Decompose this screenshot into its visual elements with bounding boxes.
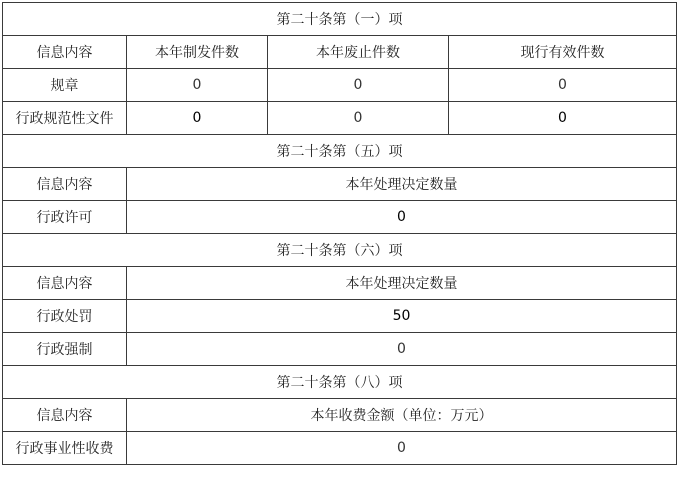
value-cell: 0: [268, 102, 449, 135]
header-cell: 信息内容: [3, 36, 127, 69]
header-row: [3, 267, 677, 300]
value-cell: 0: [127, 432, 677, 465]
value-cell: 50: [127, 300, 677, 333]
section-title: 第二十条第（六）项: [3, 234, 677, 267]
header-row: [3, 399, 677, 432]
row-label: 规章: [3, 69, 127, 102]
row-label: 行政强制: [3, 333, 127, 366]
table-row: [3, 300, 677, 333]
section-title: 第二十条第（五）项: [3, 135, 677, 168]
header-cell: 信息内容: [3, 267, 127, 300]
row-label: 行政规范性文件: [3, 102, 127, 135]
value-cell: 0: [268, 69, 449, 102]
table-row: [3, 333, 677, 366]
value-cell: 0: [127, 102, 268, 135]
disclosure-table: [2, 2, 677, 465]
value-cell: 0: [127, 333, 677, 366]
header-cell: 现行有效件数: [449, 36, 677, 69]
section-title: 第二十条第（八）项: [3, 366, 677, 399]
value-cell: 0: [127, 69, 268, 102]
section-title-row: [3, 3, 677, 36]
header-cell: 信息内容: [3, 168, 127, 201]
table-row: [3, 201, 677, 234]
header-row: [3, 168, 677, 201]
header-cell: 本年处理决定数量: [127, 168, 677, 201]
header-cell: 本年制发件数: [127, 36, 268, 69]
section-title-row: [3, 135, 677, 168]
table-row: [3, 432, 677, 465]
row-label: 行政处罚: [3, 300, 127, 333]
row-label: 行政事业性收费: [3, 432, 127, 465]
row-label: 行政许可: [3, 201, 127, 234]
header-cell: 本年处理决定数量: [127, 267, 677, 300]
header-cell: 本年收费金额（单位：万元）: [127, 399, 677, 432]
section-title: 第二十条第（一）项: [3, 3, 677, 36]
value-cell: 0: [449, 69, 677, 102]
value-cell: 0: [127, 201, 677, 234]
table-row: [3, 69, 677, 102]
section-title-row: [3, 366, 677, 399]
header-row: [3, 36, 677, 69]
table-row: [3, 102, 677, 135]
section-title-row: [3, 234, 677, 267]
value-cell: 0: [449, 102, 677, 135]
header-cell: 信息内容: [3, 399, 127, 432]
header-cell: 本年废止件数: [268, 36, 449, 69]
